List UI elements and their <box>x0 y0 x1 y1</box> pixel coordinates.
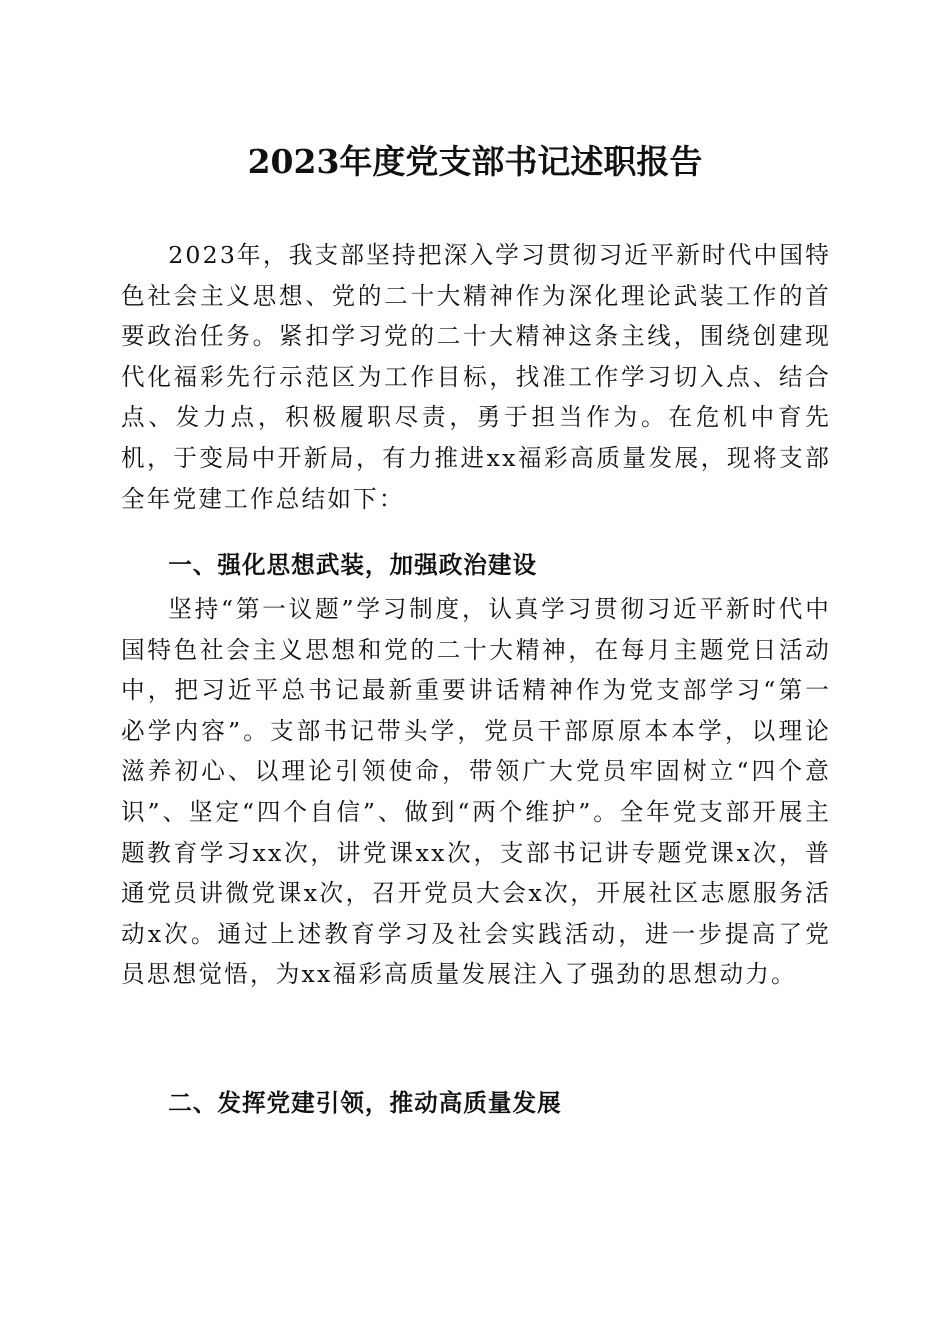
section-2-heading: 二、发挥党建引领，推动高质量发展 <box>168 1089 562 1117</box>
intro-paragraph: 2023年，我支部坚持把深入学习贯彻习近平新时代中国特色社会主义思想、党的二十大精神作为深化理论武装工作的首要政治任务。紧扣学习党的二十大精神这条主线，围绕创建现代化福彩先行示范区为工作目标，找准工作学习切入点、结合点、发力点，积极履职尽责，勇于担当作为。在危机中育先机，于变局中开新局，有力推进xx福彩高质量发展，现将支部全年党建工作总结如下： <box>121 241 831 513</box>
section-1-heading: 一、强化思想武装，加强政治建设 <box>168 551 538 579</box>
section-1-paragraph: 坚持“第一议题”学习制度，认真学习贯彻习近平新时代中国特色社会主义思想和党的二十大精神，在每月主题党日活动中，把习近平总书记最新重要讲话精神作为党支部学习“第一必学内容”。支部书记带头学，党员干部原原本本学，以理论滋养初心、以理论引领使命，带领广大党员牢固树立“四个意识”、坚定“四个自信”、做到“两个维护”。全年党支部开展主题教育学习xx次，讲党课xx次，支部书记讲专题党课x次，普通党员讲微党课x次，召开党员大会x次，开展社区志愿服务活动x次。通过上述教育学习及社会实践活动，进一步提高了党员思想觉悟，为xx福彩高质量发展注入了强劲的思想动力。 <box>121 595 831 989</box>
document-title: 2023年度党支部书记述职报告 <box>247 142 703 181</box>
